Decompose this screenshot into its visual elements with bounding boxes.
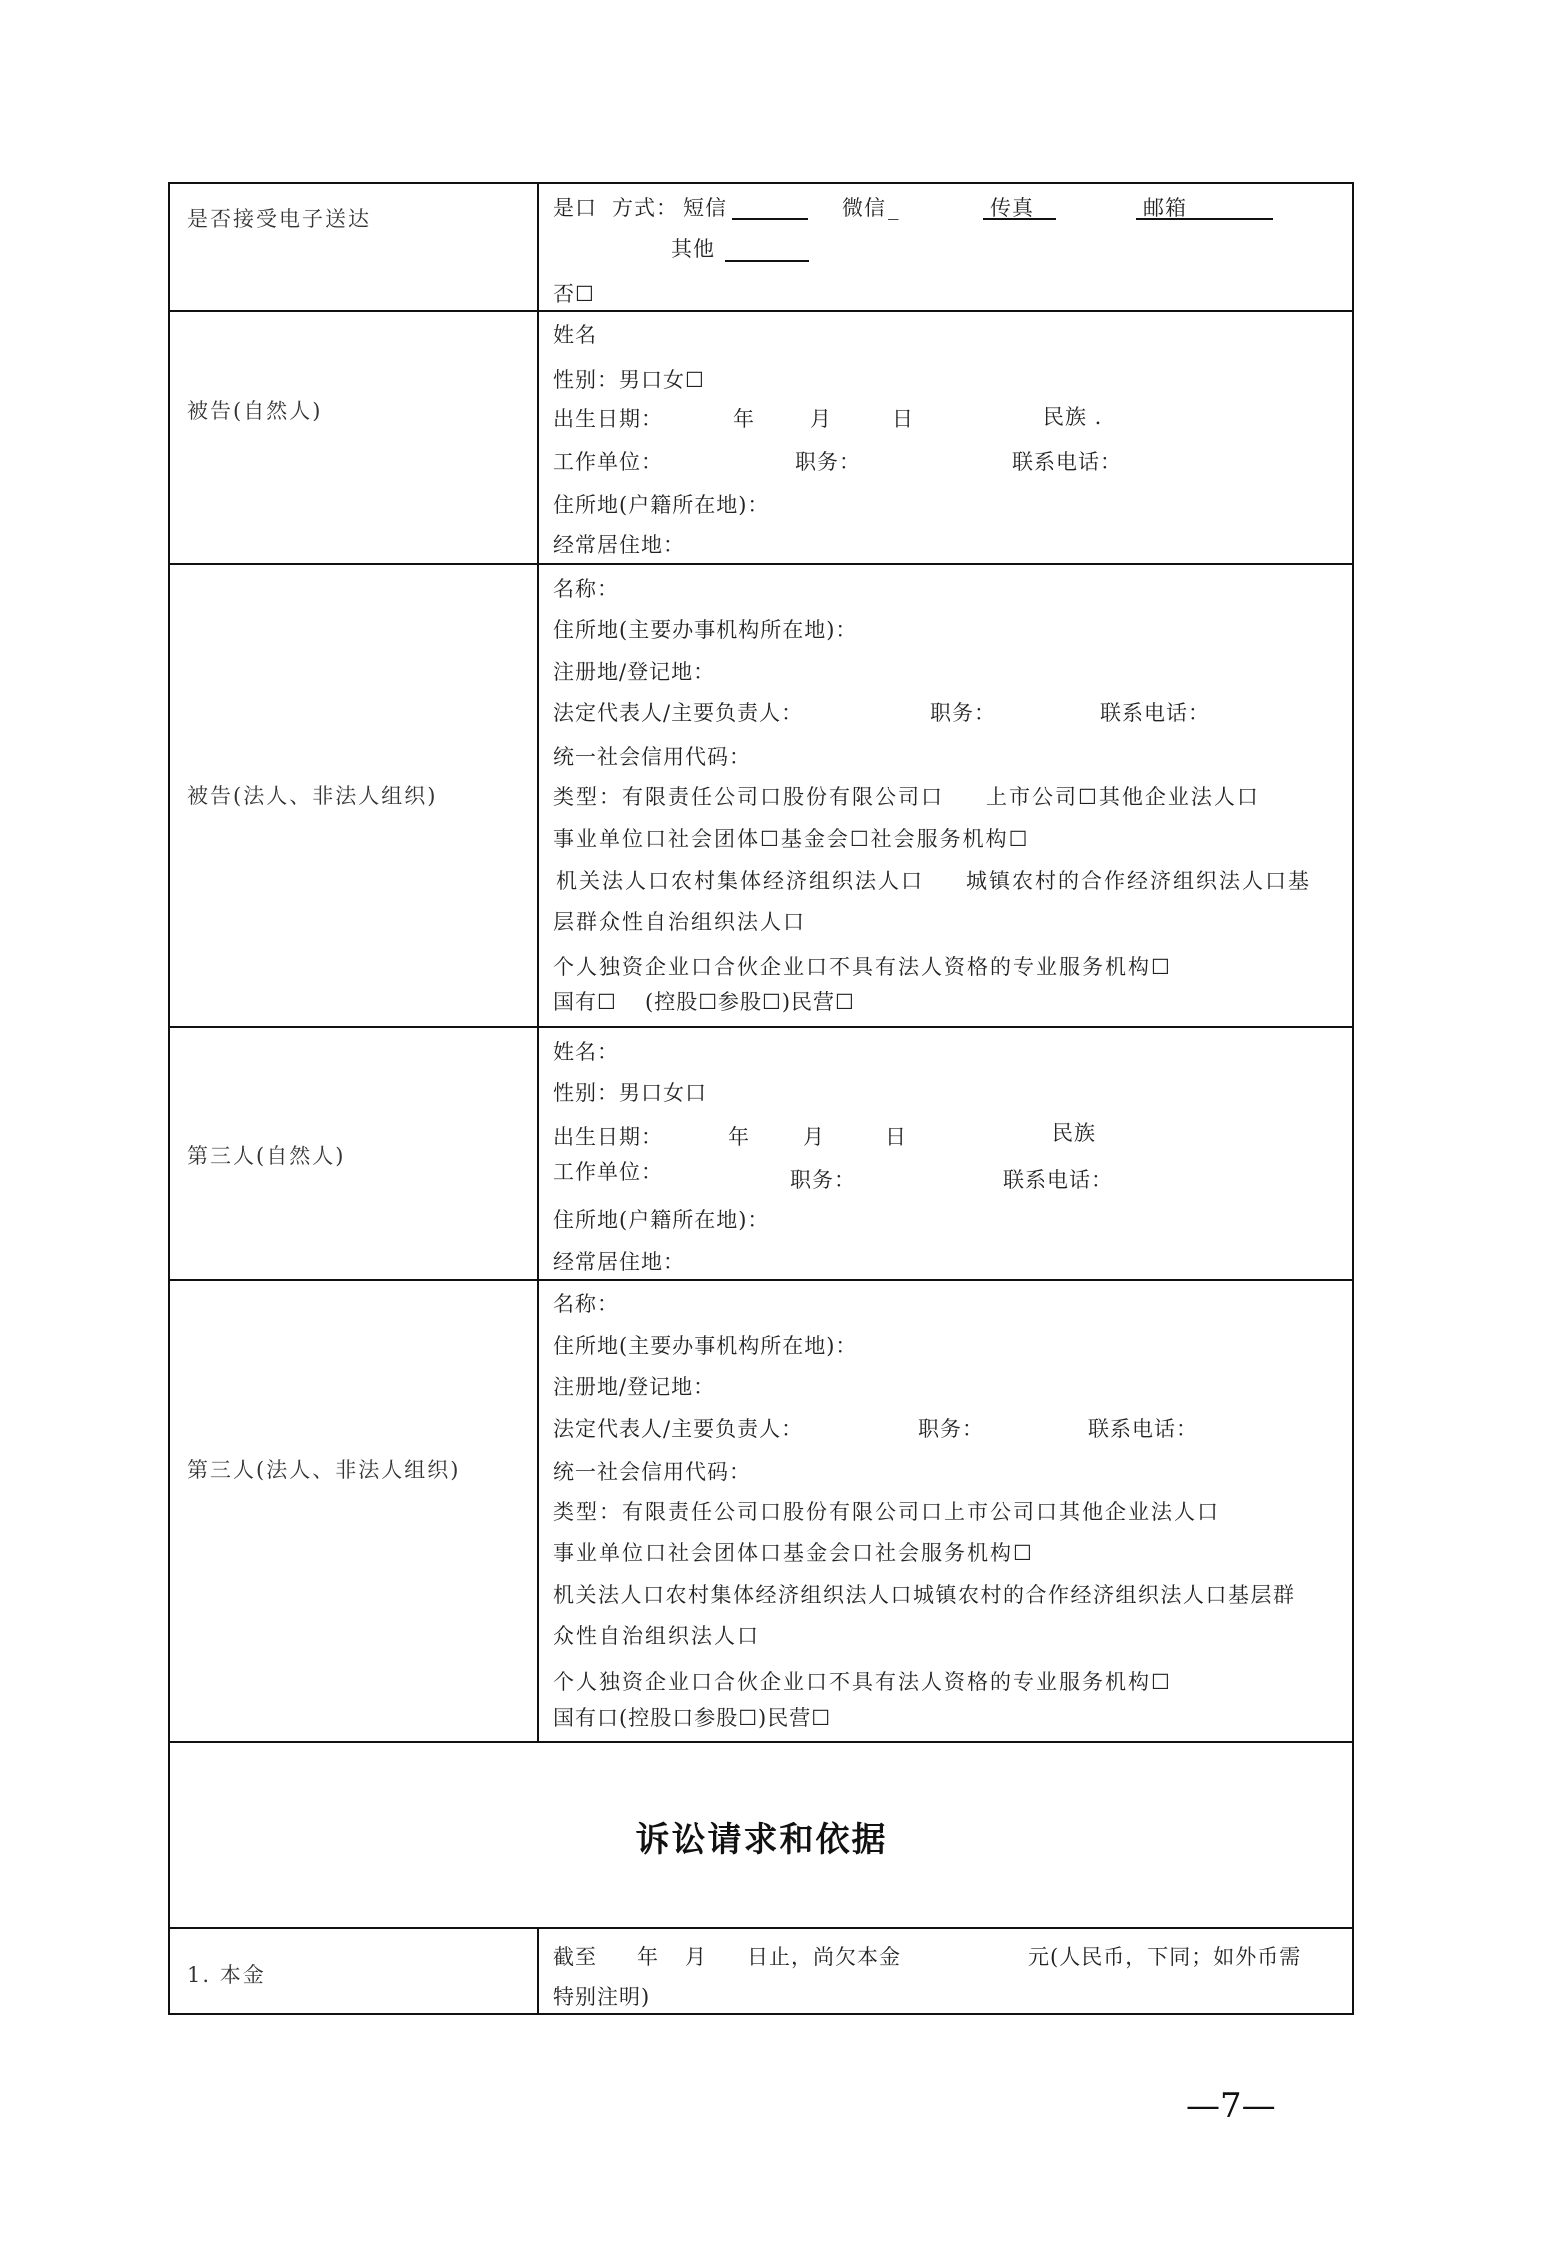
registered-place-field[interactable]: 注册地/登记地： (553, 660, 716, 684)
amount-unit-note: 元(人民币，下同；如外币需 (1028, 1945, 1302, 1969)
table-border-right (1352, 182, 1354, 2015)
phone-field[interactable]: 联系电话： (1100, 701, 1210, 725)
name-field[interactable]: 姓名 (553, 323, 597, 347)
as-of-month[interactable]: 月 (685, 1945, 707, 1969)
employer-field[interactable]: 工作单位： (553, 450, 663, 474)
org-address-field[interactable]: 住所地(主要办事机构所在地)： (553, 618, 858, 642)
row-divider (169, 1279, 1354, 1281)
row-divider (169, 310, 1354, 312)
row-label-third-party-natural: 第三人(自然人) (187, 1144, 346, 1168)
ownership-options[interactable]: 国有☐ (553, 990, 617, 1014)
phone-field[interactable]: 联系电话： (1088, 1417, 1198, 1441)
sms-blank[interactable] (732, 196, 808, 220)
org-type-options[interactable]: 事业单位口社会团体☐基金会☐社会服务机构☐ (553, 827, 1030, 851)
name-field[interactable]: 姓名： (553, 1040, 619, 1064)
as-of-day-label: 日止，尚欠本金 (747, 1945, 901, 1969)
birth-label: 出生日期： (553, 407, 663, 431)
ownership-options[interactable]: 国有口(控股口参股☐)民营☐ (553, 1706, 832, 1730)
birth-day[interactable]: 日 (892, 407, 914, 431)
gender-field[interactable]: 性别：男口女☐ (553, 368, 705, 392)
org-type-options[interactable]: 机关法人口农村集体经济组织法人口 (556, 869, 924, 893)
org-type-options[interactable]: 众性自治组织法人口 (553, 1624, 760, 1648)
row-divider (169, 1741, 1354, 1743)
row-divider (169, 1026, 1354, 1028)
position-field[interactable]: 职务： (930, 701, 996, 725)
birth-day[interactable]: 日 (885, 1125, 907, 1149)
org-type-options[interactable]: 机关法人口农村集体经济组织法人口城镇农村的合作经济组织法人口基层群 (553, 1583, 1296, 1607)
birth-month[interactable]: 月 (810, 407, 832, 431)
org-type-options[interactable]: 事业单位口社会团体口基金会口社会服务机构☐ (553, 1541, 1034, 1565)
position-field[interactable]: 职务： (790, 1168, 856, 1192)
row-label-electronic-service: 是否接受电子送达 (187, 207, 371, 231)
page-number: —7— (1186, 2086, 1276, 2126)
table-border-top (169, 182, 1354, 184)
legal-rep-field[interactable]: 法定代表人/主要负责人： (553, 701, 804, 725)
email-label: 邮箱 (1143, 196, 1187, 220)
birth-month[interactable]: 月 (803, 1125, 825, 1149)
sms-label: 短信 (683, 196, 727, 220)
position-field[interactable]: 职务： (795, 450, 861, 474)
amount-unit-note-cont: 特别注明) (553, 1985, 651, 2009)
ethnicity-field[interactable]: 民族 . (1043, 405, 1103, 429)
table-border-bottom (169, 2013, 1354, 2015)
org-name-field[interactable]: 名称： (553, 577, 619, 601)
row-label-principal: 1. 本金 (187, 1963, 266, 1987)
org-type-options[interactable]: 上市公司☐其他企业法人口 (986, 785, 1260, 809)
org-address-field[interactable]: 住所地(主要办事机构所在地)： (553, 1334, 858, 1358)
ethnicity-field[interactable]: 民族 (1052, 1121, 1096, 1145)
credit-code-field[interactable]: 统一社会信用代码： (553, 745, 751, 769)
column-divider (537, 182, 539, 1743)
wechat-label: 微信 (842, 196, 886, 220)
org-type-options[interactable]: 层群众性自治组织法人口 (553, 910, 806, 934)
birth-year[interactable]: 年 (728, 1125, 750, 1149)
other-blank[interactable] (725, 238, 809, 262)
other-label: 其他 (671, 237, 715, 261)
section-title-claims: 诉讼请求和依据 (635, 1820, 888, 1860)
org-type-options[interactable]: 个人独资企业口合伙企业口不具有法人资格的专业服务机构☐ (553, 1670, 1172, 1694)
residence-field[interactable]: 经常居住地： (553, 1250, 685, 1274)
legal-rep-field[interactable]: 法定代表人/主要负责人： (553, 1417, 804, 1441)
domicile-field[interactable]: 住所地(户籍所在地)： (553, 493, 770, 517)
row-label-third-party-legal: 第三人(法人、非法人组织) (187, 1458, 461, 1482)
org-type-options[interactable]: 类型：有限责任公司口股份有限公司口 (553, 785, 944, 809)
accept-yes-checkbox[interactable]: 是口 (553, 196, 597, 220)
wechat-blank[interactable]: _ (888, 196, 900, 220)
birth-year[interactable]: 年 (733, 407, 755, 431)
table-border-left (168, 182, 170, 2015)
row-divider (169, 563, 1354, 565)
as-of-year[interactable]: 年 (637, 1945, 659, 1969)
ownership-options[interactable]: (控股☐参股☐)民营☐ (645, 990, 855, 1014)
org-type-options[interactable]: 个人独资企业口合伙企业口不具有法人资格的专业服务机构☐ (553, 955, 1172, 979)
registered-place-field[interactable]: 注册地/登记地： (553, 1375, 716, 1399)
as-of-label: 截至 (553, 1945, 597, 1969)
row-label-defendant-legal: 被告(法人、非法人组织) (187, 784, 438, 808)
position-field[interactable]: 职务： (918, 1417, 984, 1441)
phone-field[interactable]: 联系电话： (1003, 1168, 1113, 1192)
credit-code-field[interactable]: 统一社会信用代码： (553, 1460, 751, 1484)
email-blank[interactable] (1136, 196, 1273, 220)
org-type-options[interactable]: 类型：有限责任公司口股份有限公司口上市公司口其他企业法人口 (553, 1500, 1220, 1524)
birth-label: 出生日期： (553, 1125, 663, 1149)
gender-field[interactable]: 性别：男口女口 (553, 1081, 707, 1105)
row-label-defendant-natural: 被告(自然人) (187, 399, 323, 423)
phone-field[interactable]: 联系电话： (1012, 450, 1122, 474)
fax-blank[interactable] (983, 196, 1056, 220)
column-divider (537, 1927, 539, 2015)
row-divider (169, 1927, 1354, 1929)
org-name-field[interactable]: 名称： (553, 1292, 619, 1316)
accept-no-checkbox[interactable]: 否☐ (553, 282, 595, 306)
domicile-field[interactable]: 住所地(户籍所在地)： (553, 1208, 770, 1232)
employer-field[interactable]: 工作单位： (553, 1160, 663, 1184)
fax-label: 传真 (990, 196, 1034, 220)
method-label: 方式： (612, 196, 678, 220)
residence-field[interactable]: 经常居住地： (553, 533, 685, 557)
org-type-options[interactable]: 城镇农村的合作经济组织法人口基 (966, 869, 1311, 893)
